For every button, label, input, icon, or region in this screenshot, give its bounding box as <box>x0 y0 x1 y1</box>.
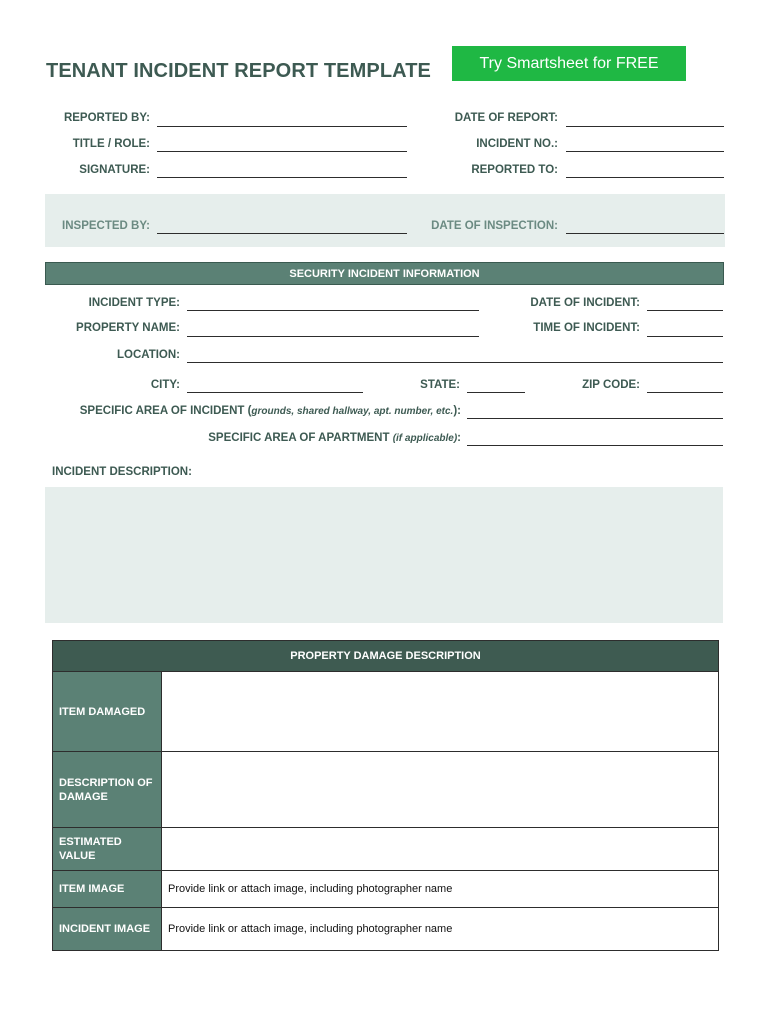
apartment-area-field[interactable] <box>467 445 723 446</box>
title-role-label: TITLE / ROLE: <box>72 138 150 150</box>
time-of-incident-field[interactable] <box>647 336 723 337</box>
reported-to-field[interactable] <box>566 177 724 178</box>
property-name-field[interactable] <box>187 336 479 337</box>
date-of-report-field[interactable] <box>566 126 724 127</box>
security-section-header: SECURITY INCIDENT INFORMATION <box>45 262 724 285</box>
table-row <box>53 871 719 908</box>
state-field[interactable] <box>467 392 525 393</box>
incident-type-label: INCIDENT TYPE: <box>88 297 180 309</box>
location-field[interactable] <box>187 362 723 363</box>
state-label: STATE: <box>420 379 460 391</box>
table-row <box>53 908 719 951</box>
incident-description-label: INCIDENT DESCRIPTION: <box>52 466 192 478</box>
item-damaged-label: ITEM DAMAGED <box>53 672 162 752</box>
property-damage-table <box>52 640 719 951</box>
item-image-field[interactable]: Provide link or attach image, including photographer name <box>162 871 719 908</box>
date-of-incident-label: DATE OF INCIDENT: <box>530 297 640 309</box>
zip-code-field[interactable] <box>647 392 723 393</box>
inspected-by-field[interactable] <box>157 233 407 234</box>
location-label: LOCATION: <box>116 349 180 361</box>
inspected-by-label: INSPECTED BY: <box>62 220 150 232</box>
description-of-damage-field[interactable] <box>162 752 719 828</box>
date-of-inspection-label: DATE OF INSPECTION: <box>431 220 558 232</box>
incident-no-label: INCIDENT NO.: <box>476 138 558 150</box>
zip-code-label: ZIP CODE: <box>582 379 640 391</box>
incident-image-field[interactable]: Provide link or attach image, including photographer name <box>162 908 719 951</box>
description-of-damage-label: DESCRIPTION OF DAMAGE <box>53 752 162 828</box>
city-label: CITY: <box>150 379 180 391</box>
signature-label: SIGNATURE: <box>79 164 150 176</box>
date-of-report-label: DATE OF REPORT: <box>454 112 558 124</box>
incident-description-field[interactable] <box>45 487 723 623</box>
reported-by-field[interactable] <box>157 126 407 127</box>
item-damaged-field[interactable] <box>162 672 719 752</box>
table-row <box>53 752 719 828</box>
apartment-area-label: SPECIFIC AREA OF APARTMENT (if applicable): <box>208 432 461 444</box>
incident-type-field[interactable] <box>187 310 479 311</box>
reported-to-label: REPORTED TO: <box>471 164 558 176</box>
estimated-value-field[interactable] <box>162 828 719 871</box>
date-of-inspection-field[interactable] <box>566 233 724 234</box>
reported-by-label: REPORTED BY: <box>63 112 150 124</box>
date-of-incident-field[interactable] <box>647 310 723 311</box>
specific-area-label: SPECIFIC AREA OF INCIDENT (grounds, shared hallway, apt. number, etc.): <box>79 405 461 417</box>
item-image-label: ITEM IMAGE <box>53 871 162 908</box>
try-smartsheet-button[interactable]: Try Smartsheet for FREE <box>452 46 686 81</box>
incident-no-field[interactable] <box>566 151 724 152</box>
city-field[interactable] <box>187 392 363 393</box>
signature-field[interactable] <box>157 177 407 178</box>
specific-area-field[interactable] <box>467 418 723 419</box>
title-role-field[interactable] <box>157 151 407 152</box>
estimated-value-label: ESTIMATED VALUE <box>53 828 162 871</box>
time-of-incident-label: TIME OF INCIDENT: <box>533 322 640 334</box>
page-title: TENANT INCIDENT REPORT TEMPLATE <box>46 60 431 82</box>
table-row <box>53 672 719 752</box>
table-row <box>53 828 719 871</box>
property-damage-header: PROPERTY DAMAGE DESCRIPTION <box>53 641 719 672</box>
incident-image-label: INCIDENT IMAGE <box>53 908 162 951</box>
property-name-label: PROPERTY NAME: <box>76 322 180 334</box>
